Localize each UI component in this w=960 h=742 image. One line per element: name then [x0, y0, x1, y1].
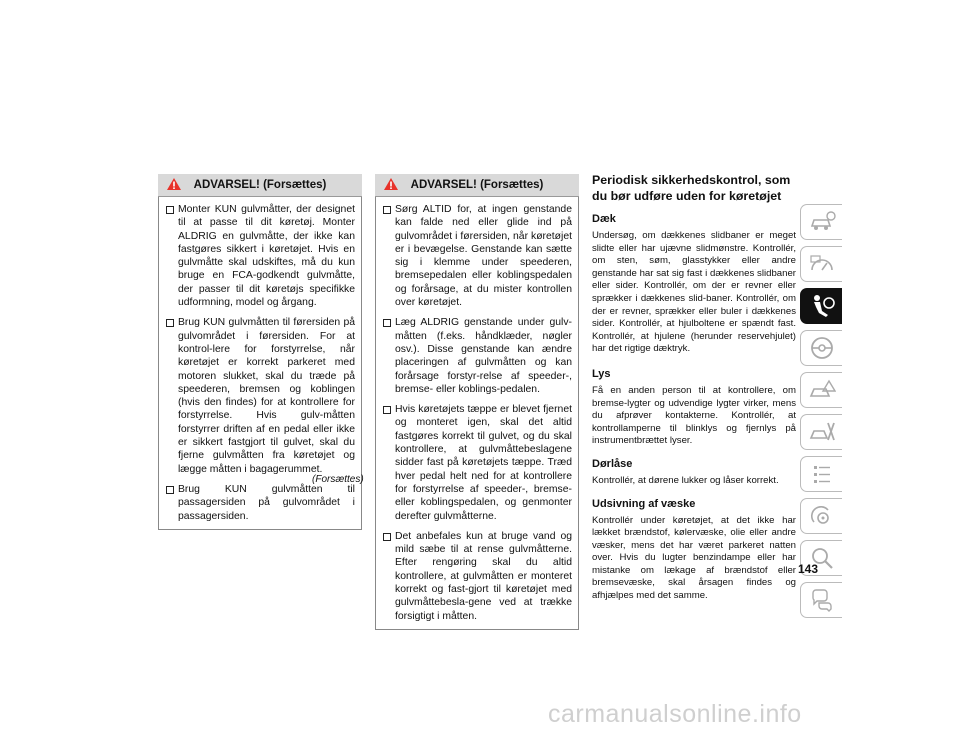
specifications-icon [809, 462, 835, 486]
right-column [592, 172, 796, 603]
languages-icon [809, 587, 835, 613]
subsection-text: Kontrollér under køretøjet, at det ikke har lækket brændstof, kølervæske, olie eller andre væsker, mens det har været parkeret natten over. Hvis du lugter benzindampe eller har mistanke om lækage af brændstof eller bremsevæske, skal årsagen findes og afhjælpes med det samme. [592, 514, 796, 602]
chapter-tabs [800, 204, 842, 624]
warning-item [382, 530, 572, 623]
subsection-text: Undersøg, om dækkenes slidbaner er meget slidte eller har ujævne slidmønstre. Kontrollér, om sten, søm, glasstykker eller andre genstande har sat sig fast i dækkenes slidbaner eller sider. Kontrollér, om der er revner eller sprækker i dækkenes slid-baner. Kontrollér, om der er revner, sprækker eller buler i dækkenes sider. Kontrollér, at hjulboltene er spændt fast. Kontrollér, at hjulene (herunder reservehjulet) har det rigtige dæktryk. [592, 230, 796, 355]
tab-driving[interactable] [800, 330, 842, 366]
warning-item-text: Monter KUN gulvmåtter, der designet til at passe til dit køretøj. Monter ALDRIG en gulvmåtte, der ikke kan fastgøres sikkert i køretøjet. Hvis en gulvmåtte skal udskiftes, må du kun bruge en FCA-godkendt gulvmåtte, der passer til dit køretøjs specifikke udformning, model og årgang. [178, 204, 355, 309]
warning-item [165, 203, 355, 309]
tab-languages[interactable] [800, 582, 842, 618]
warning-heading [158, 174, 362, 197]
tab-service[interactable] [800, 414, 842, 450]
tab-safety[interactable] [800, 288, 842, 324]
warning-item-text: Det anbefales kun at bruge vand og mild sæbe til at rense gulvmåtterne. Efter rengøring skal du altid kontrollere, at gulvmåtten er monteret korrekt og fast-gjort til køretøjet med gulvmåttebesla-gene ved at trække forsigtigt i måtten. [395, 530, 572, 622]
subsection-text: Få en anden person til at kontrollere, om bremse-lygter og udvendige lygter virker, mens du afprøver kontakterne. Kontrollér, at kontrollamperne til blinklys og fjernlys på instrumentbrættet lyser. [592, 384, 796, 447]
warning-item [165, 316, 355, 476]
warning-heading-text: ADVARSEL! (Forsættes) [410, 179, 544, 191]
bullet-box-icon [383, 533, 391, 541]
subsection-heading: Dørlåse [592, 457, 633, 470]
tab-multimedia[interactable] [800, 498, 842, 534]
tab-car-info[interactable] [800, 204, 842, 240]
warning-item-text: Hvis køretøjets tæppe er blevet fjernet og monteret igen, skal det altid fastgøres korrekt til gulvet, og du skal kontrollere, at gulvmåttebeslagene sidder fast på køretøjets tæppe. Træd hver pedal helt ned for at kontrollere for forstyrrelse af speeder-, bremse- eller koblingspedalen, og genmonter derefter gulvmåtterne. [395, 404, 572, 522]
warning-triangle-icon [383, 177, 399, 191]
subsection-heading: Dæk [592, 213, 616, 225]
watermark: carmanualsonline.info [548, 700, 802, 728]
safety-airbag-icon [808, 293, 836, 319]
continued-note: (Forsættes) [312, 474, 364, 485]
bullet-box-icon [383, 406, 391, 414]
service-tools-icon [808, 420, 836, 444]
multimedia-icon [809, 504, 835, 528]
warning-item-text: Brug KUN gulvmåtten til passagersiden på gulvområdet i passagersiden. [178, 483, 355, 522]
bullet-box-icon [166, 486, 174, 494]
warning-heading-text: ADVARSEL! (Forsættes) [193, 179, 327, 191]
warning-item [165, 483, 355, 523]
bullet-box-icon [166, 206, 174, 214]
warning-box-middle [375, 174, 579, 630]
subsection-text: Kontrollér, at dørene lukker og låser korrekt. [592, 474, 779, 486]
subsection-heading: Udsivning af væske [592, 497, 696, 510]
warning-item [382, 203, 572, 309]
warning-item [382, 316, 572, 396]
warning-body [375, 197, 579, 630]
page-number: 143 [798, 562, 819, 576]
section-title: Periodisk sikkerhedskontrol, som du bør udføre uden for køretøjet [592, 173, 791, 203]
steering-wheel-icon [809, 335, 835, 361]
warning-heading [375, 174, 579, 197]
car-info-icon [808, 210, 836, 234]
tab-emergency[interactable] [800, 372, 842, 408]
tab-dashboard[interactable] [800, 246, 842, 282]
warning-item-text: Brug KUN gulvmåtten til førersiden på gulvområdet i førersiden. For at kontrol-lere for forstyrrelse, når køretøjet er korrekt parkeret med motoren slukket, skal du træde på speederen, bremsen og koblingen (hvis den findes) for at kontrollere for forstyrrelse. Hvis gulv-måtten forstyrrer driften af en pedal eller ikke er sikkert fastgjort til gulvet, skal du fjerne gulvmåtten fra køretøjet og lægge måtten i bagagerummet. [178, 317, 355, 475]
warning-triangle-icon [166, 177, 182, 191]
bullet-box-icon [383, 206, 391, 214]
warning-car-icon [808, 378, 836, 402]
dashboard-icon [808, 252, 836, 276]
warning-item-text: Sørg ALTID for, at ingen genstande kan falde ned eller glide ind på gulvområdet i førersiden, når køretøjet er i bevægelse. Genstande kan sætte sig i klemme under speederen, bremsepedalen eller koblingspedalen og forårsage, at du mister kontrollen over køretøjet. [395, 204, 572, 309]
warning-item-text: Læg ALDRIG genstande under gulv-måtten (f.eks. håndklæder, nøgler osv.). Disse genstande kan ændre placeringen af gulvmåtten og kan forårsage forstyr-relse af speeder-, bremse- eller koblings-pedalen. [395, 317, 572, 395]
bullet-box-icon [383, 319, 391, 327]
bullet-box-icon [166, 319, 174, 327]
subsection-heading: Lys [592, 367, 611, 380]
tab-specifications[interactable] [800, 456, 842, 492]
warning-item [382, 403, 572, 523]
